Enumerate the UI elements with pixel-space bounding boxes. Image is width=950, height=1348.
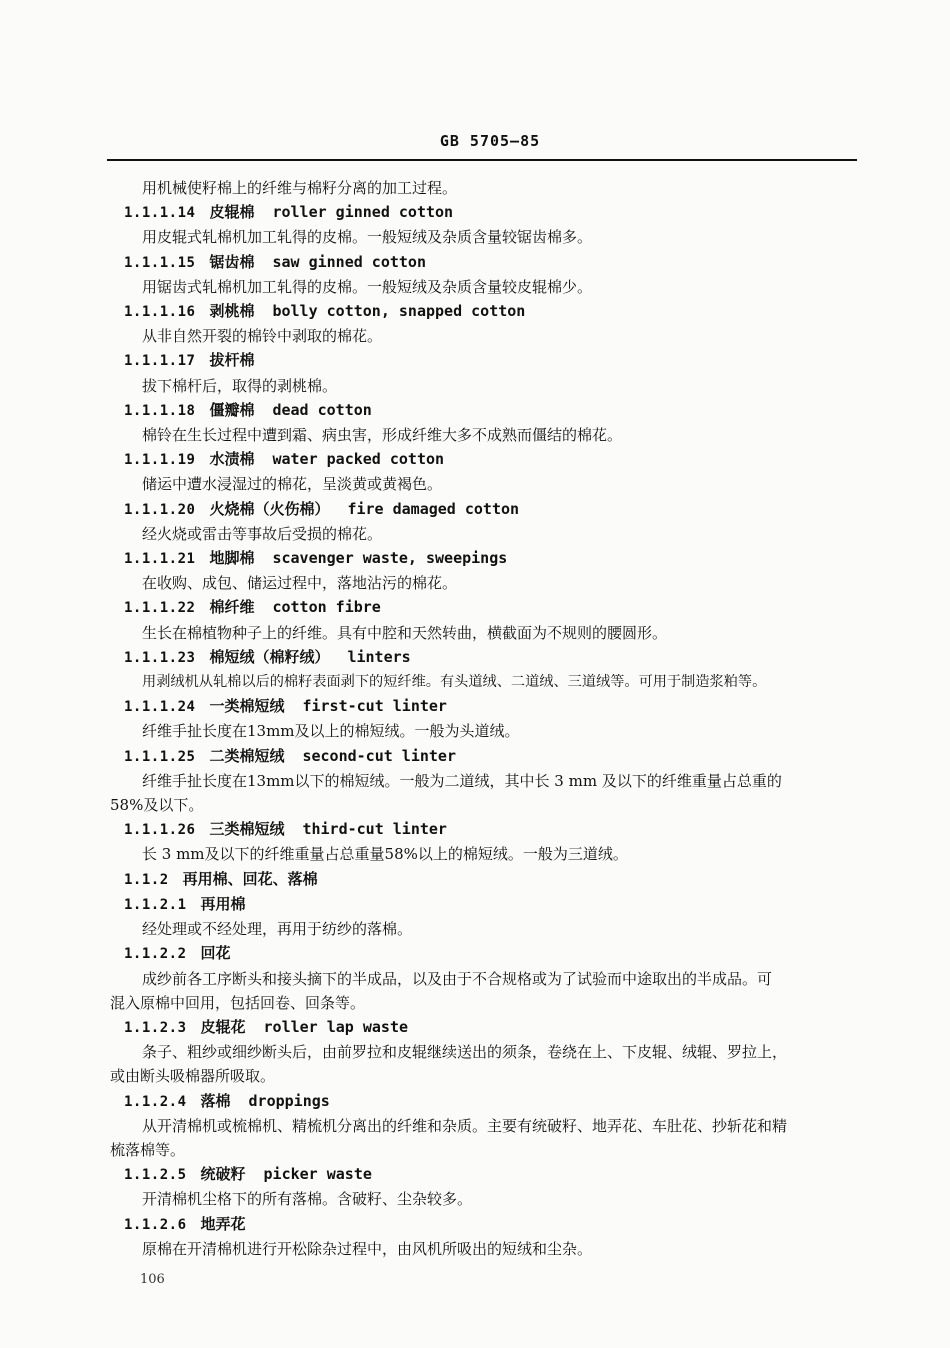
term-english: third-cut linter — [302, 820, 447, 839]
definition: 用锯齿式轧棉机加工轧得的皮棉。一般短绒及杂质含量较皮辊棉少。 — [142, 277, 593, 296]
term-number: 1.1.1.24 — [124, 699, 196, 716]
term-heading — [110, 250, 855, 275]
term-heading — [110, 744, 855, 769]
definition: 长 3 mm及以下的纤维重量占总重量58%以上的棉短绒。一般为三道绒。 — [142, 845, 628, 864]
term-chinese: 统破籽 — [200, 1165, 246, 1184]
term-heading — [110, 892, 855, 917]
definition: 原棉在开清棉机进行开松除杂过程中，由风机所吸出的短绒和尘杂。 — [142, 1239, 593, 1258]
term-number: 1.1.1.26 — [124, 822, 196, 839]
term-heading — [110, 497, 855, 522]
term-number: 1.1.1.20 — [124, 501, 196, 518]
definition: 开清棉机尘格下的所有落棉。含破籽、尘杂较多。 — [142, 1190, 473, 1209]
term-chinese: 水渍棉 — [209, 450, 255, 469]
definition: 从非自然开裂的棉铃中剥取的棉花。 — [142, 327, 383, 346]
term-number: 1.1.1.23 — [124, 649, 196, 666]
term-heading — [110, 200, 855, 225]
section-title: 再用棉、回花、落棉 — [182, 869, 318, 888]
definition: 在收购、成包、储运过程中，落地沾污的棉花。 — [142, 574, 458, 593]
term-chinese: 棉短绒（棉籽绒） — [209, 647, 330, 666]
term-heading — [110, 398, 855, 423]
term-chinese: 三类棉短绒 — [209, 820, 285, 839]
term-heading — [110, 1015, 855, 1040]
definition: 储运中遭水浸湿过的棉花，呈淡黄或黄褐色。 — [142, 475, 443, 494]
header-rule — [107, 159, 857, 161]
definition: 从开清棉机或梳棉机、精梳机分离出的纤维和杂质。主要有统破籽、地弄花、车肚花、抄斩花和精 — [142, 1116, 788, 1135]
term-heading — [110, 694, 855, 719]
term-english: picker waste — [263, 1165, 372, 1184]
term-english: scavenger waste, sweepings — [272, 549, 508, 568]
term-english: dead cotton — [272, 400, 372, 419]
term-english: first-cut linter — [302, 697, 447, 716]
term-number: 1.1.1.16 — [124, 304, 196, 321]
definition: 生长在棉植物种子上的纤维。具有中腔和天然转曲，横截面为不规则的腰圆形。 — [142, 623, 668, 642]
definition-continued: 混入原棉中回用，包括回卷、回条等。 — [110, 993, 366, 1012]
page-header: GB 5705—85 — [439, 132, 541, 150]
term-english: cotton fibre — [272, 598, 381, 617]
term-number: 1.1.1.18 — [124, 402, 196, 419]
term-chinese: 剥桃棉 — [209, 302, 255, 321]
paragraph: 用机械使籽棉上的纤维与棉籽分离的加工过程。 — [142, 179, 458, 197]
definition: 条子、粗纱或细纱断头后，由前罗拉和皮辊继续送出的须条，卷绕在上、下皮辊、绒辊、罗拉上， — [142, 1043, 788, 1062]
term-chinese: 棉纤维 — [209, 598, 255, 617]
term-number: 1.1.1.17 — [124, 353, 196, 370]
term-heading — [110, 595, 855, 620]
definition: 用皮辊式轧棉机加工轧得的皮棉。一般短绒及杂质含量较锯齿棉多。 — [142, 228, 593, 247]
term-heading — [110, 447, 855, 472]
definition: 经火烧或雷击等事故后受损的棉花。 — [142, 524, 383, 543]
page-number: 106 — [140, 1272, 165, 1287]
definition: 用剥绒机从轧棉以后的棉籽表面剥下的短纤维。有头道绒、二道绒、三道绒等。可用于制造浆粕等。 — [142, 674, 767, 691]
term-english: saw ginned cotton — [272, 252, 426, 271]
term-heading — [110, 1212, 855, 1237]
term-heading — [110, 941, 855, 966]
term-heading — [110, 1089, 855, 1114]
term-heading — [110, 299, 855, 324]
term-number: 1.1.1.19 — [124, 452, 196, 469]
term-heading — [110, 348, 855, 373]
term-english: water packed cotton — [272, 450, 445, 469]
definition-continued: 梳落棉等。 — [110, 1140, 186, 1159]
term-chinese: 二类棉短绒 — [209, 746, 285, 765]
term-chinese: 皮辊棉 — [209, 203, 255, 222]
term-heading — [110, 546, 855, 571]
definition: 纤维手扯长度在13mm及以上的棉短绒。一般为头道绒。 — [142, 722, 520, 741]
definition: 纤维手扯长度在13mm以下的棉短绒。一般为二道绒，其中长 3 mm 及以下的纤维重量占总重的 — [142, 771, 782, 790]
term-chinese: 僵瓣棉 — [209, 400, 255, 419]
term-english: droppings — [248, 1091, 330, 1110]
term-chinese: 地脚棉 — [209, 549, 255, 568]
section-number: 1.1.2 — [124, 871, 169, 888]
term-chinese: 火烧棉（火伤棉） — [209, 499, 330, 518]
definition: 成纱前各工序断头和接头摘下的半成品，以及由于不合规格或为了试验而中途取出的半成品。可 — [142, 969, 773, 988]
document-body — [110, 176, 855, 1261]
term-number: 1.1.2.6 — [124, 1216, 187, 1233]
term-english: second-cut linter — [302, 746, 456, 765]
term-chinese: 再用棉 — [200, 894, 246, 913]
term-chinese: 落棉 — [200, 1091, 231, 1110]
term-number: 1.1.1.22 — [124, 600, 196, 617]
term-heading — [110, 645, 855, 670]
term-number: 1.1.1.14 — [124, 205, 196, 222]
definition: 拔下棉杆后，取得的剥桃棉。 — [142, 376, 338, 395]
term-heading — [110, 1162, 855, 1187]
definition-continued: 58%及以下。 — [110, 796, 204, 815]
term-chinese: 锯齿棉 — [209, 252, 255, 271]
term-chinese: 皮辊花 — [200, 1017, 246, 1036]
term-number: 1.1.1.25 — [124, 748, 196, 765]
term-number: 1.1.2.2 — [124, 946, 187, 963]
term-english: roller lap waste — [263, 1017, 409, 1036]
term-chinese: 地弄花 — [200, 1214, 246, 1233]
term-english: fire damaged cotton — [347, 499, 520, 518]
term-heading — [110, 817, 855, 842]
definition: 经处理或不经处理，再用于纺纱的落棉。 — [142, 920, 413, 939]
term-chinese: 拔杆棉 — [209, 351, 255, 370]
term-number: 1.1.2.3 — [124, 1019, 187, 1036]
term-english: linters — [347, 647, 411, 666]
definition: 棉铃在生长过程中遭到霜、病虫害，形成纤维大多不成熟而僵结的棉花。 — [142, 426, 623, 445]
term-number: 1.1.1.15 — [124, 254, 196, 271]
term-chinese: 回花 — [200, 944, 231, 963]
term-number: 1.1.1.21 — [124, 551, 196, 568]
term-number: 1.1.2.1 — [124, 896, 187, 913]
term-chinese: 一类棉短绒 — [209, 697, 285, 716]
term-number: 1.1.2.5 — [124, 1167, 187, 1184]
definition-continued: 或由断头吸棉器所吸取。 — [110, 1067, 276, 1086]
term-english: bolly cotton, snapped cotton — [272, 302, 526, 321]
section-heading — [110, 867, 855, 892]
term-number: 1.1.2.4 — [124, 1093, 187, 1110]
term-english: roller ginned cotton — [272, 203, 454, 222]
